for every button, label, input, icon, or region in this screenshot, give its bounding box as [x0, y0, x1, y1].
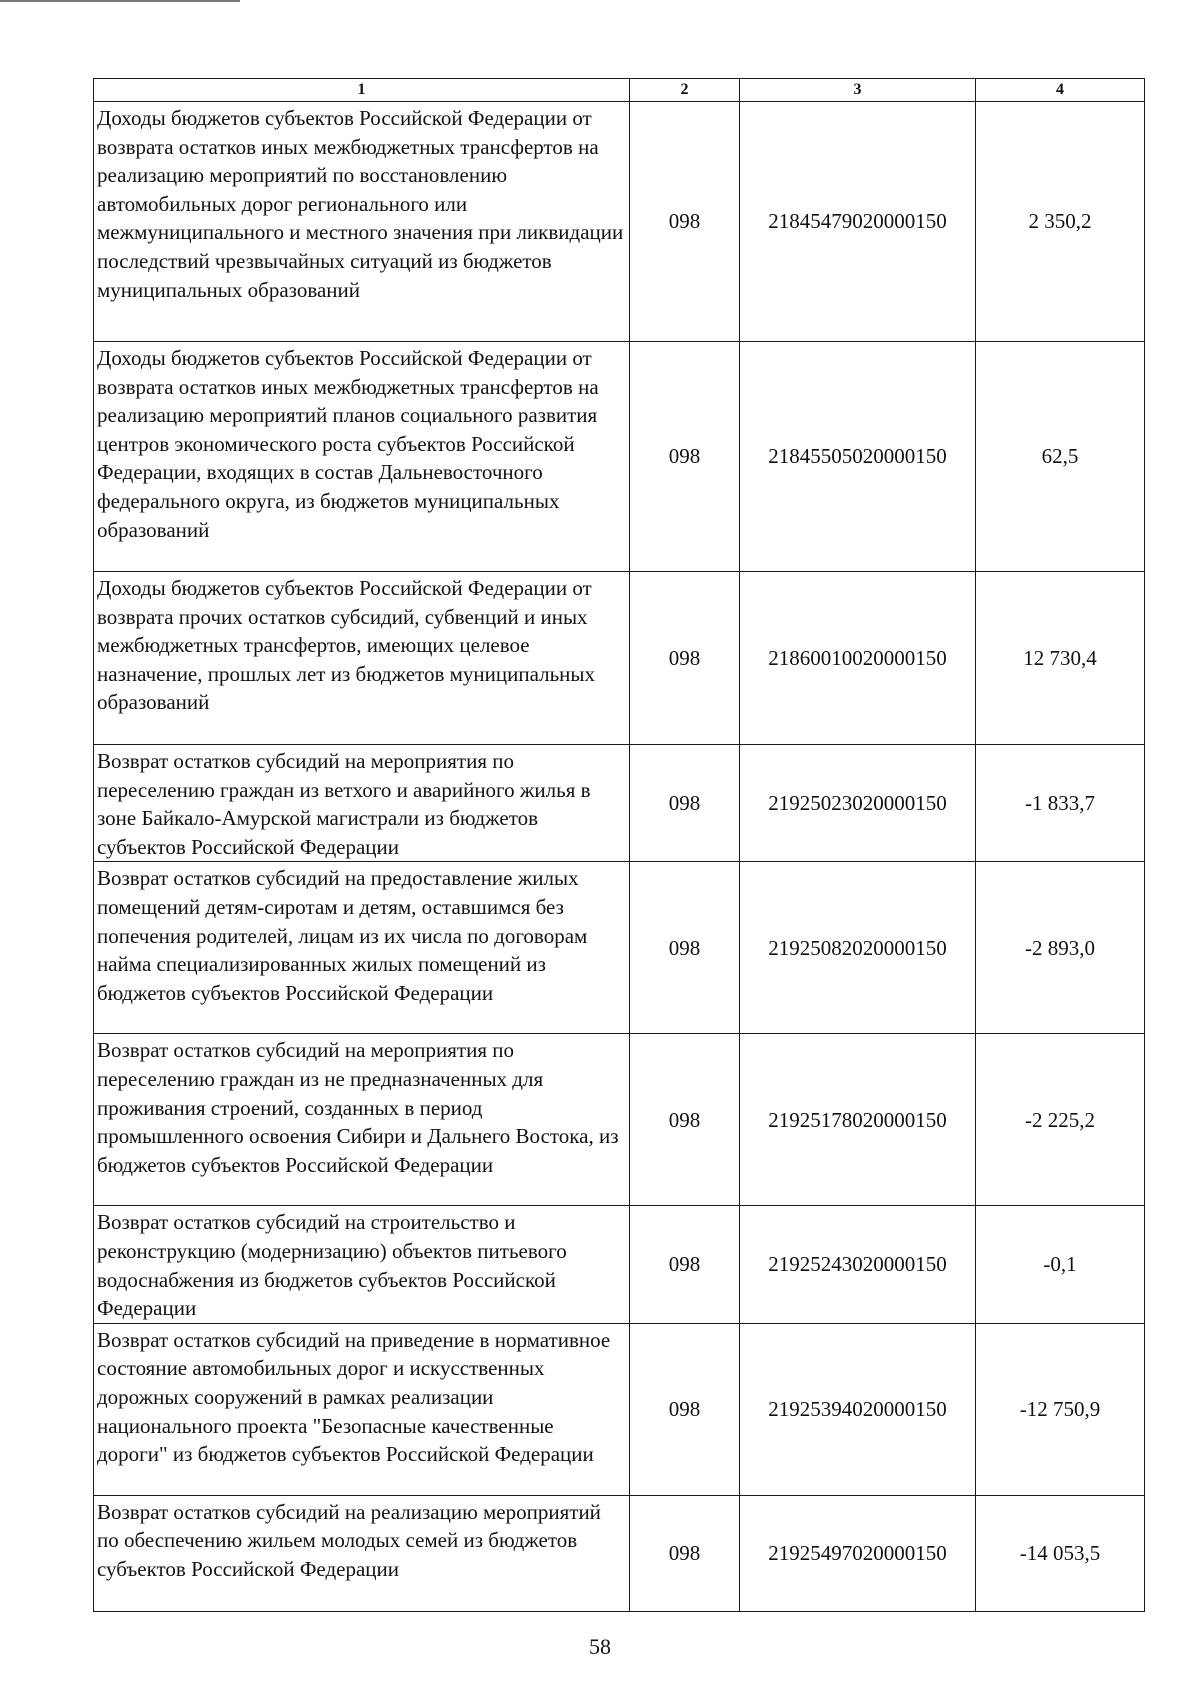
table-row — [94, 745, 1145, 862]
row-admin-code: 098 — [630, 342, 740, 572]
row-admin-code: 098 — [630, 1495, 740, 1611]
row-admin-code: 098 — [630, 1034, 740, 1206]
header-col-2: 2 — [630, 79, 740, 102]
row-description: Возврат остатков субсидий на мероприятия по переселению граждан из ветхого и аварийного жилья в зоне Байкало-Амурской магистрали из бюджетов субъектов Российской Федерации — [94, 745, 630, 862]
row-description: Возврат остатков субсидий на реализацию мероприятий по обеспечению жильем молодых семей из бюджетов субъектов Российской Федерации — [94, 1495, 630, 1611]
row-kbk-code: 21845505020000150 — [740, 342, 976, 572]
row-amount: 2 350,2 — [976, 102, 1145, 342]
budget-table — [93, 78, 1145, 1612]
row-amount: -1 833,7 — [976, 745, 1145, 862]
table-row — [94, 1323, 1145, 1495]
row-admin-code: 098 — [630, 102, 740, 342]
row-kbk-code: 21925082020000150 — [740, 862, 976, 1034]
row-description: Доходы бюджетов субъектов Российской Федерации от возврата прочих остатков субсидий, субвенций и иных межбюджетных трансфертов, имеющих целевое назначение, прошлых лет из бюджетов муниципальных образований — [94, 572, 630, 745]
table-row — [94, 342, 1145, 572]
row-admin-code: 098 — [630, 572, 740, 745]
row-kbk-code: 21925023020000150 — [740, 745, 976, 862]
header-col-4: 4 — [976, 79, 1145, 102]
header-row — [94, 79, 1145, 102]
table-row — [94, 102, 1145, 342]
table-row — [94, 572, 1145, 745]
page-number: 58 — [589, 1634, 611, 1659]
row-amount: -14 053,5 — [976, 1495, 1145, 1611]
row-amount: 12 730,4 — [976, 572, 1145, 745]
header-col-1: 1 — [94, 79, 630, 102]
row-amount: -2 893,0 — [976, 862, 1145, 1034]
row-description: Возврат остатков субсидий на строительство и реконструкцию (модернизацию) объектов питьевого водоснабжения из бюджетов субъектов Российской Федерации — [94, 1206, 630, 1323]
row-kbk-code: 21925243020000150 — [740, 1206, 976, 1323]
row-description: Возврат остатков субсидий на предоставление жилых помещений детям-сиротам и детям, оставшимся без попечения родителей, лицам из их числа по договорам найма специализированных жилых помещений из бюджетов субъектов Российской Федерации — [94, 862, 630, 1034]
row-admin-code: 098 — [630, 1323, 740, 1495]
row-amount: -2 225,2 — [976, 1034, 1145, 1206]
table-row — [94, 1034, 1145, 1206]
row-amount: 62,5 — [976, 342, 1145, 572]
header-col-3: 3 — [740, 79, 976, 102]
row-kbk-code: 21925394020000150 — [740, 1323, 976, 1495]
scan-edge-line — [0, 0, 240, 2]
row-kbk-code: 21845479020000150 — [740, 102, 976, 342]
row-admin-code: 098 — [630, 1206, 740, 1323]
row-description: Возврат остатков субсидий на приведение в нормативное состояние автомобильных дорог и искусственных дорожных сооружений в рамках реализации национального проекта "Безопасные качественные дороги" из бюджетов субъектов Российской Федерации — [94, 1323, 630, 1495]
row-admin-code: 098 — [630, 745, 740, 862]
row-kbk-code: 21860010020000150 — [740, 572, 976, 745]
row-kbk-code: 21925178020000150 — [740, 1034, 976, 1206]
table-row — [94, 1495, 1145, 1611]
row-amount: -0,1 — [976, 1206, 1145, 1323]
table-row — [94, 862, 1145, 1034]
row-description: Доходы бюджетов субъектов Российской Федерации от возврата остатков иных межбюджетных трансфертов на реализацию мероприятий по восстановлению автомобильных дорог регионального или межмуниципального и местного значения при ликвидации последствий чрезвычайных ситуаций из бюджетов муниципальных образований — [94, 102, 630, 342]
row-kbk-code: 21925497020000150 — [740, 1495, 976, 1611]
row-amount: -12 750,9 — [976, 1323, 1145, 1495]
row-description: Доходы бюджетов субъектов Российской Федерации от возврата остатков иных межбюджетных трансфертов на реализацию мероприятий планов социального развития центров экономического роста субъектов Российской Федерации, входящих в состав Дальневосточного федерального округа, из бюджетов муниципальных образований — [94, 342, 630, 572]
row-description: Возврат остатков субсидий на мероприятия по переселению граждан из не предназначенных для проживания строений, созданных в период промышленного освоения Сибири и Дальнего Востока, из бюджетов субъектов Российской Федерации — [94, 1034, 630, 1206]
table-row — [94, 1206, 1145, 1323]
row-admin-code: 098 — [630, 862, 740, 1034]
